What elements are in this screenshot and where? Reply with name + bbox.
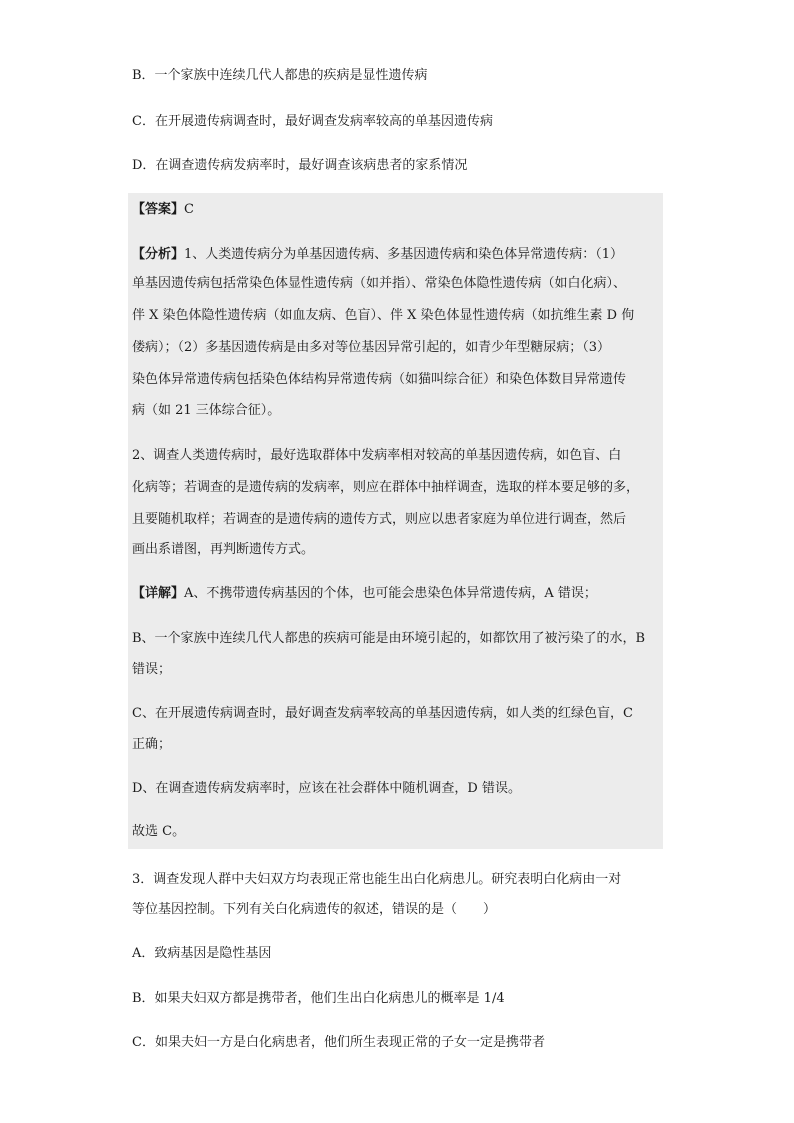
question3-stem-2: 等位基因控制。下列有关白化病遗传的叙述，错误的是（ ） [132, 902, 497, 917]
conclusion-line: 故选 C。 [132, 824, 186, 839]
analysis-text-1: 1、人类遗传病分为单基因遗传病、多基因遗传病和染色体异常遗传病：（1） [184, 247, 624, 262]
analysis-line-2: 单基因遗传病包括常染色体显性遗传病（如并指）、常染色体隐性遗传病（如白化病）、 [132, 276, 627, 291]
answer-value: C [184, 202, 194, 217]
detail-a-text: A、不携带遗传病基因的个体，也可能会患染色体异常遗传病，A 错误； [184, 586, 597, 601]
answer-line [132, 200, 194, 220]
question3-option-a: A．致病基因是隐性基因 [132, 946, 272, 961]
analysis-line-4: 偻病）；（2）多基因遗传病是由多对等位基因异常引起的，如青少年型糖尿病；（3） [132, 340, 611, 355]
analysis2-line-3: 且要随机取样；若调查的是遗传病的遗传方式，则应以患者家庭为单位进行调查，然后 [132, 512, 627, 527]
option-c-prev: C．在开展遗传病调查时，最好调查发病率较高的单基因遗传病 [132, 114, 493, 129]
detail-c-line-1: C、在开展遗传病调查时，最好调查发病率较高的单基因遗传病，如人类的红绿色盲，C [132, 706, 633, 721]
detail-d-line: D、在调查遗传病发病率时，应该在社会群体中随机调查，D 错误。 [132, 781, 521, 796]
detail-c-line-2: 正确； [132, 737, 172, 752]
detail-line-a [132, 584, 597, 604]
answer-label: 【答案】 [132, 202, 185, 217]
question3-stem-1: 3．调查发现人群中夫妇双方均表现正常也能生出白化病患儿。研究表明白化病由一对 [132, 872, 622, 887]
analysis-label: 【分析】 [132, 247, 185, 262]
analysis-line-1 [132, 241, 623, 268]
analysis2-line-1: 2、调查人类遗传病时，最好选取群体中发病率相对较高的单基因遗传病，如色盲、白 [132, 448, 622, 463]
question3-option-c: C．如果夫妇一方是白化病患者，他们所生表现正常的子女一定是携带者 [132, 1035, 545, 1050]
analysis-line-5: 染色体异常遗传病包括染色体结构异常遗传病（如猫叫综合征）和染色体数目异常遗传 [132, 372, 627, 387]
analysis-line-3: 伴 X 染色体隐性遗传病（如血友病、色盲）、伴 X 染色体显性遗传病（如抗维生素 D 佝 [132, 308, 635, 323]
analysis2-line-2: 化病等；若调查的是遗传病的发病率，则应在群体中抽样调查，选取的样本要足够的多， [132, 480, 640, 495]
option-d-prev: D．在调查遗传病发病率时，最好调查该病患者的家系情况 [132, 158, 468, 173]
question3-option-b: B．如果夫妇双方都是携带者，他们生出白化病患儿的概率是 1/4 [132, 991, 505, 1006]
detail-b-line-1: B、一个家族中连续几代人都患的疾病可能是由环境引起的，如都饮用了被污染了的水，B [132, 631, 646, 646]
analysis-line-6: 病（如 21 三体综合征）。 [132, 403, 281, 418]
analysis2-line-4: 画出系谱图，再判断遗传方式。 [132, 542, 315, 557]
detail-label: 【详解】 [132, 586, 185, 601]
detail-b-line-2: 错误； [132, 662, 172, 677]
option-b-prev: B．一个家族中连续几代人都患的疾病是显性遗传病 [132, 68, 428, 83]
